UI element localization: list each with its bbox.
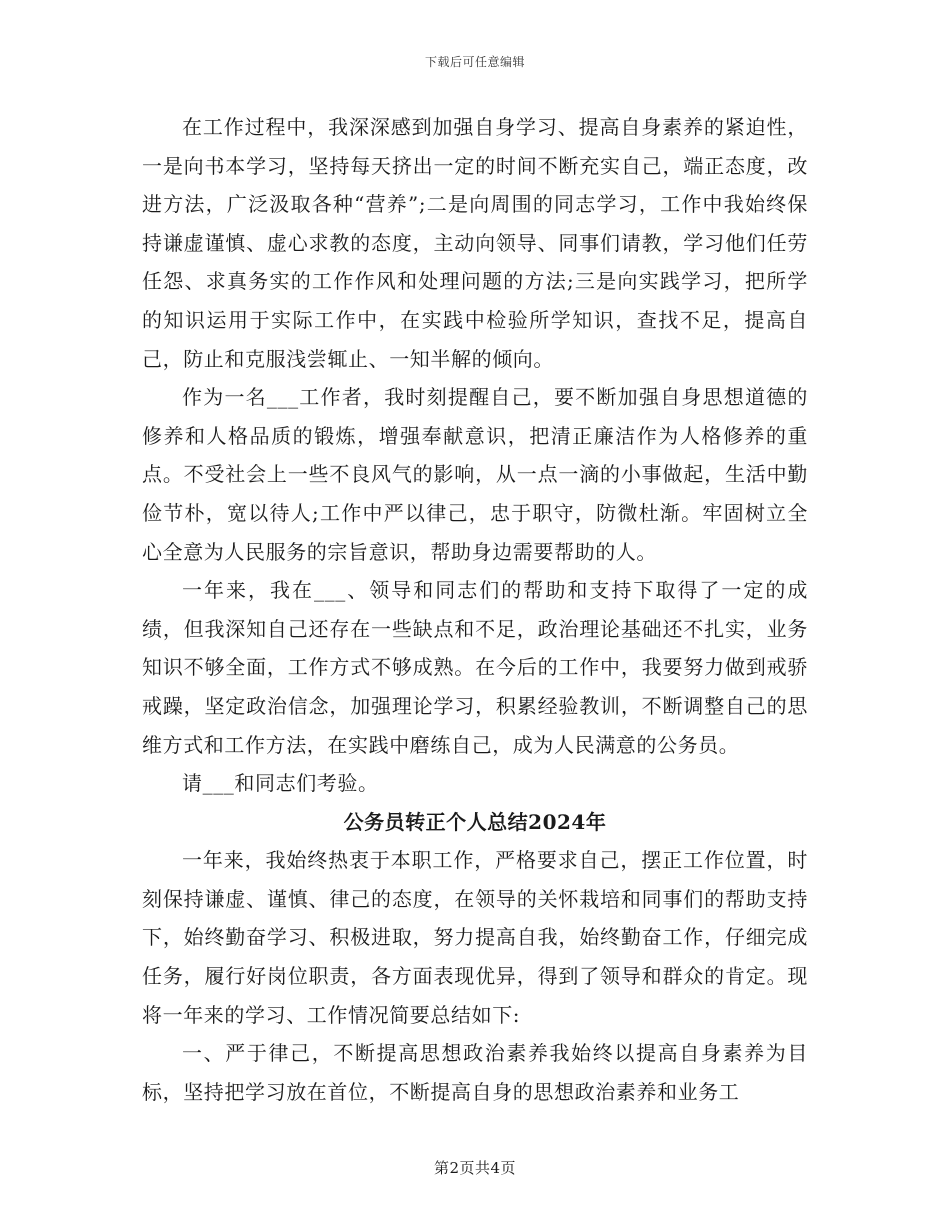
paragraph-shortcomings: 一年来，我在___、领导和同志们的帮助和支持下取得了一定的成绩，但我深知自己还存在一些缺点和不足，政治理论基础还不扎实，业务知识不够全面，工作方式不够成熟。在今后的工作中，我要努力做到戒骄戒躁，坚定政治信念，加强理论学习，积累经验教训，不断调整自己的思维方式和工作方法，在实践中磨练自己，成为人民满意的公务员。: [142, 578, 808, 757]
page-number: 第2页共4页: [433, 1159, 517, 1177]
page-header-note: 下载后可任意编辑: [424, 55, 525, 69]
paragraph-closing: 请___和同志们考验。: [182, 771, 379, 796]
section-paragraph-discipline: 一、严于律己，不断提高思想政治素养我始终以提高自身素养为目标，坚持把学习放在首位，不断提高自身的思想政治素养和业务工: [142, 1041, 808, 1104]
section-paragraph-intro: 一年来，我始终热衷于本职工作，严格要求自己，摆正工作位置，时刻保持谦虚、谨慎、律己的态度，在领导的关怀栽培和同事们的帮助支持下，始终勤奋学习、积极进取，努力提高自我，始终勤奋工作，仔细完成任务，履行好岗位职责，各方面表现优异，得到了领导和群众的肯定。现将一年来的学习、工作情况简要总结如下:: [142, 848, 808, 1027]
section-title: 公务员转正个人总结2024年: [343, 809, 607, 834]
paragraph-study: 在工作过程中，我深深感到加强自身学习、提高自身素养的紧迫性，一是向书本学习，坚持每天挤出一定的时间不断充实自己，端正态度，改进方法，广泛汲取各种“营养”;二是向周围的同志学习，工作中我始终保持谦虚谨慎、虚心求教的态度，主动向领导、同事们请教，学习他们任劳任怨、求真务实的工作作风和处理问题的方法;三是向实践学习，把所学的知识运用于实际工作中，在实践中检验所学知识，查找不足，提高自己，防止和克服浅尝辄止、一知半解的倾向。: [142, 115, 808, 371]
paragraph-ethics: 作为一名___工作者，我时刻提醒自己，要不断加强自身思想道德的修养和人格品质的锻炼，增强奉献意识，把清正廉洁作为人格修养的重点。不受社会上一些不良风气的影响，从一点一滴的小事做起，生活中勤俭节朴，宽以待人;工作中严以律己，忠于职守，防微杜渐。牢固树立全心全意为人民服务的宗旨意识，帮助身边需要帮助的人。: [142, 385, 808, 564]
document-body: [142, 108, 808, 1111]
